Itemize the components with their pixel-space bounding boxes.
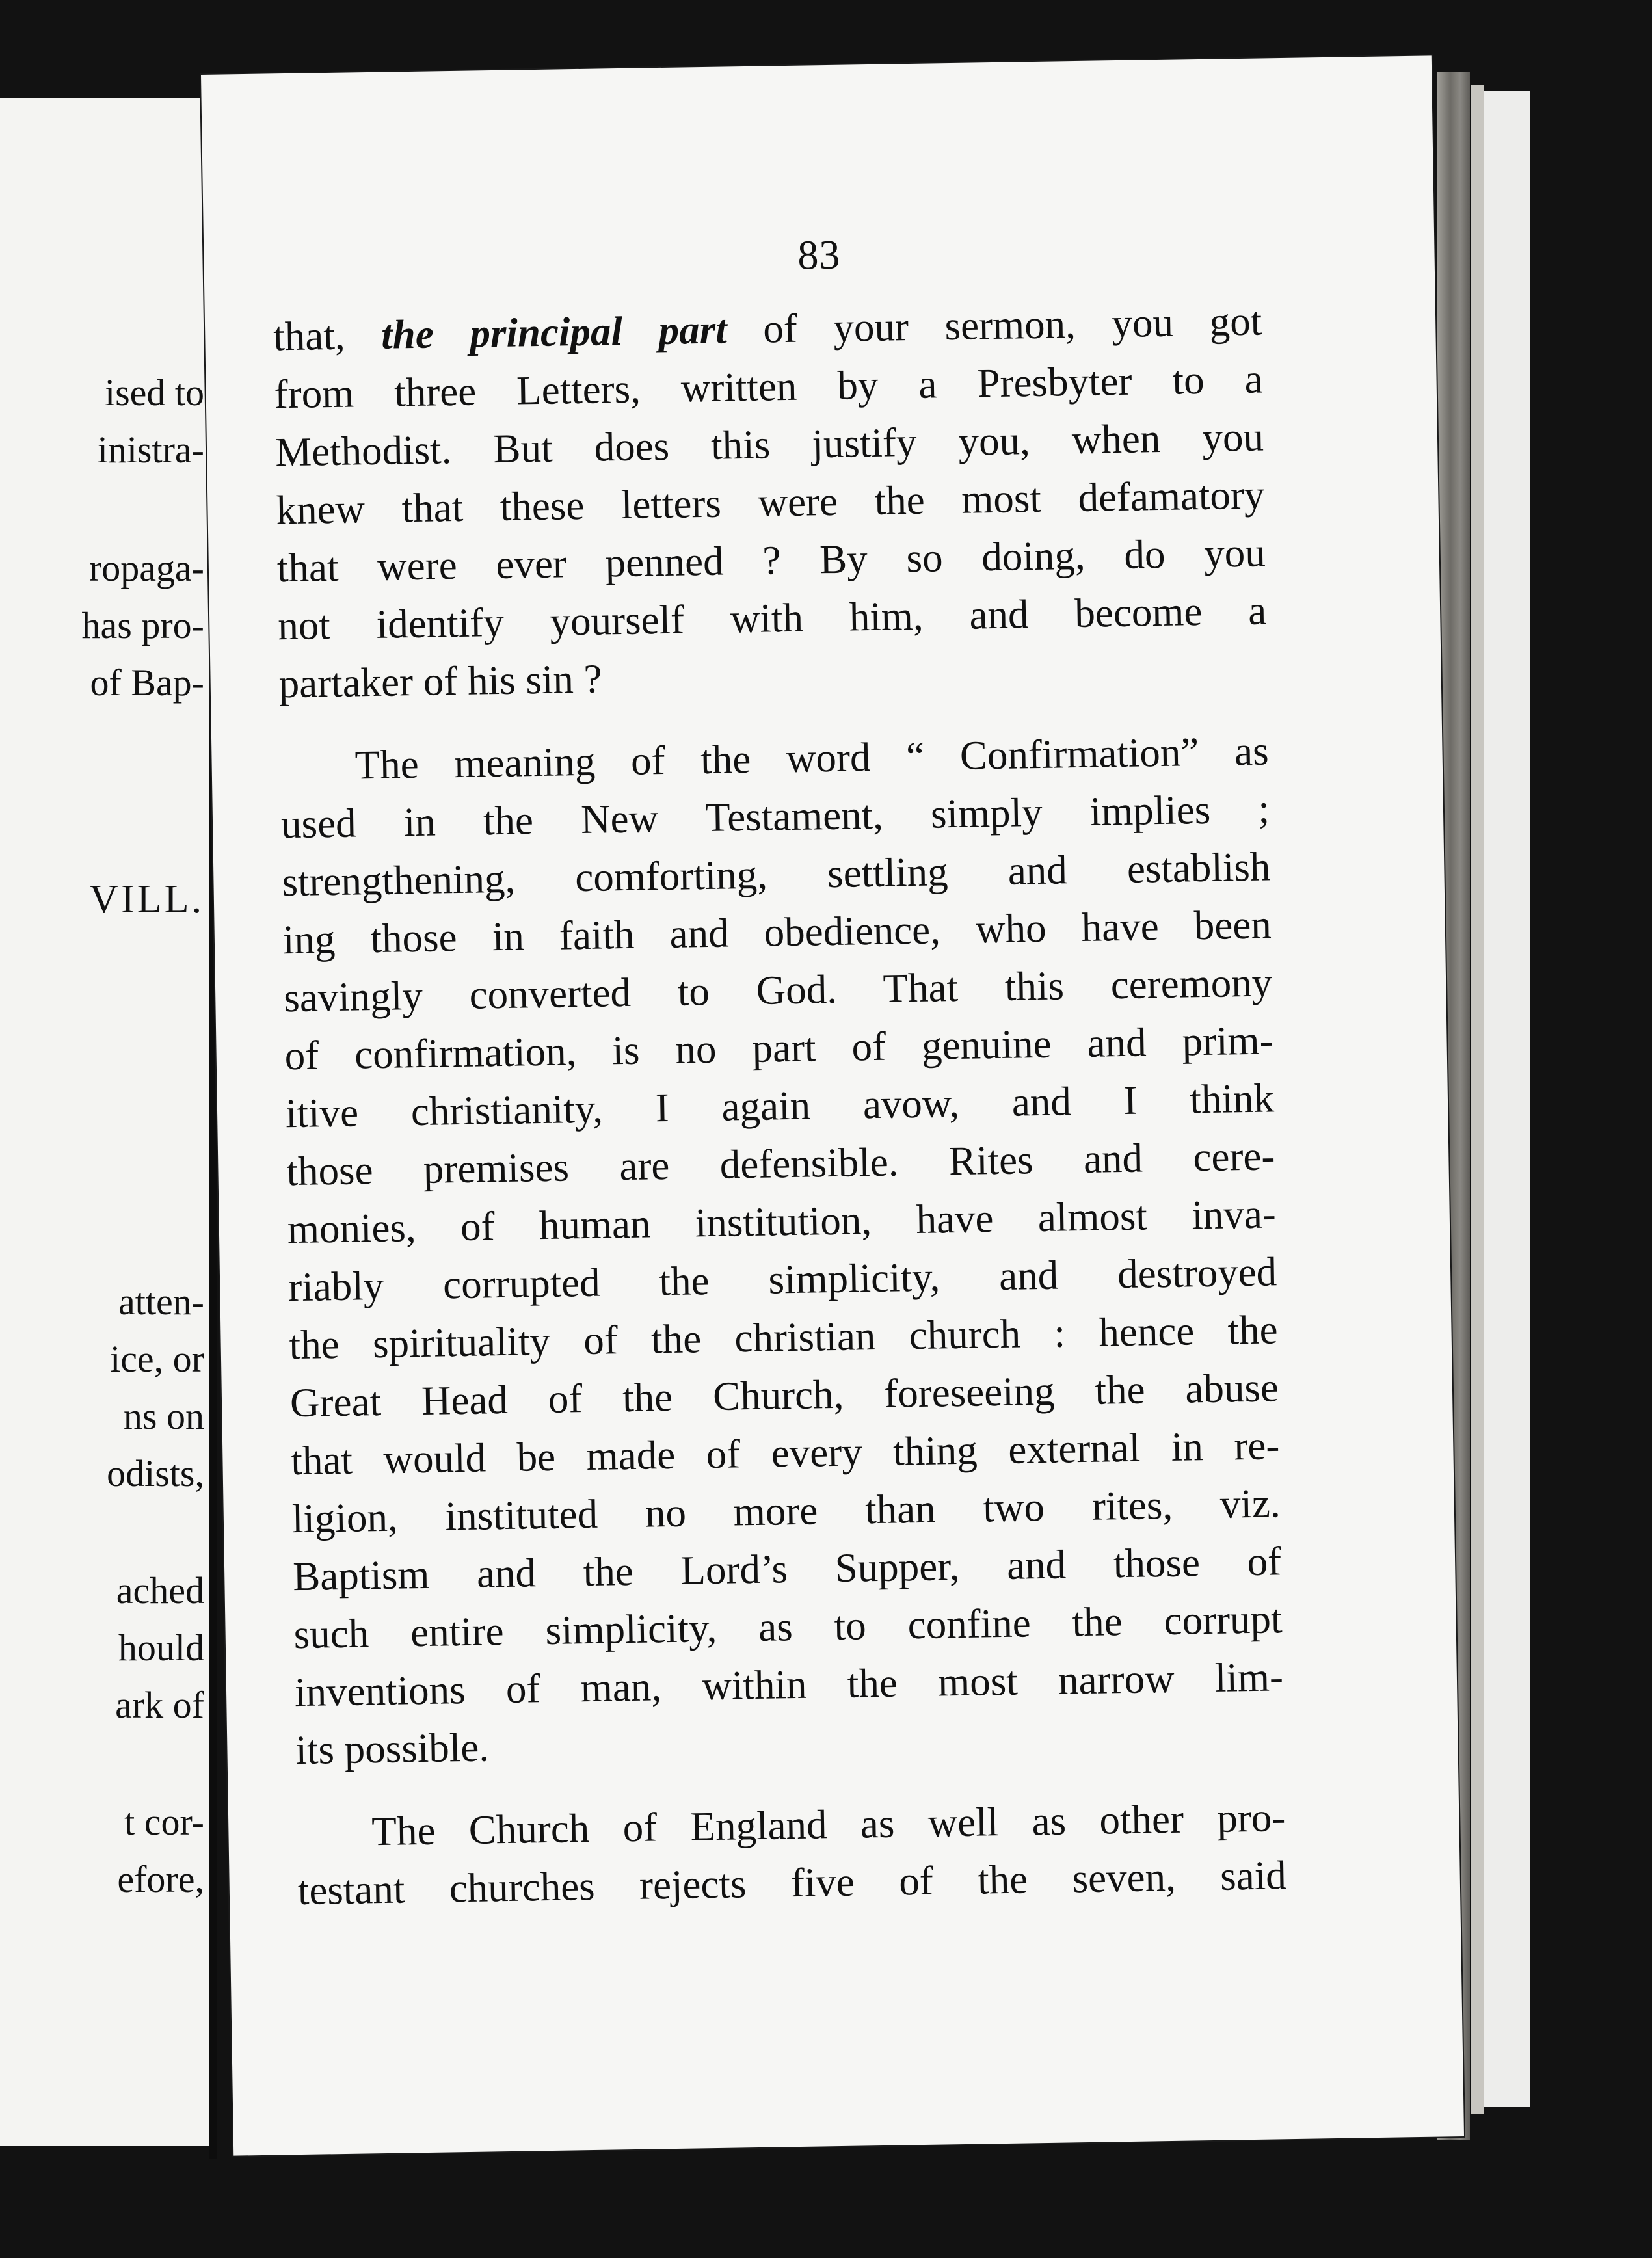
text-line: of confirmation, is no part of genuine and prim- (284, 1017, 1274, 1079)
left-line: t cor- (124, 1801, 204, 1843)
text-line: the spirituality of the christian church : hence the (289, 1307, 1279, 1368)
left-line: inistra- (97, 429, 204, 471)
text-line: used in the New Testament, simply implies ; (280, 786, 1270, 847)
left-line: of Bap- (90, 661, 204, 704)
text-line: not identify yourself with him, and become a (277, 587, 1267, 649)
text-line: itive christianity, I again avow, and I think (285, 1075, 1275, 1137)
page-body (273, 292, 1287, 1920)
text-line: ing those in faith and obedience, who have been (282, 901, 1272, 963)
text-line: inventions of man, within the most narrow lim- (294, 1654, 1284, 1716)
page-number: 83 (797, 231, 842, 278)
text-line: monies, of human institution, have almost inva- (287, 1191, 1277, 1253)
text-line: Baptism and the Lord’s Supper, and those of (292, 1538, 1282, 1600)
italic-emphasis: the principal part (380, 306, 728, 358)
text-line: testant churches rejects five of the seven, said (297, 1852, 1287, 1914)
left-line: odists, (107, 1452, 204, 1494)
text-line: knew that these letters were the most defamatory (275, 472, 1265, 533)
text-line: Methodist. But does this justify you, when you (274, 414, 1264, 475)
left-line: hould (118, 1627, 204, 1669)
text-run: that, (273, 312, 382, 360)
text-line: riably corrupted the simplicity, and destroyed (287, 1249, 1277, 1310)
text-line: that were ever penned ? By so doing, do you (276, 529, 1266, 591)
text-line: ligion, instituted no more than two rites, viz. (291, 1480, 1281, 1542)
text-line: partaker of his sin ? (278, 656, 603, 707)
text-line: that would be made of every thing external in re- (290, 1422, 1280, 1484)
left-heading: VILL. (89, 877, 204, 922)
text-line: savingly converted to God. That this ceremony (283, 959, 1273, 1021)
left-page-fragment (0, 98, 213, 2146)
page-edges-white (1484, 91, 1530, 2107)
left-line: ached (116, 1569, 204, 1612)
text-line: strengthening, comforting, settling and establish (281, 843, 1271, 905)
left-line: atten- (118, 1281, 204, 1323)
text-line: The Church of England as well as other pro- (371, 1794, 1286, 1855)
left-line: has pro- (81, 604, 204, 646)
text-line: its possible. (295, 1724, 490, 1773)
text-line: Great Head of the Church, foreseeing the abuse (289, 1364, 1279, 1426)
page-edges-light (1471, 85, 1484, 2114)
text-line: The meaning of the word “ Confirmation” as (354, 728, 1270, 788)
left-line: ark of (115, 1684, 204, 1726)
text-line: from three Letters, written by a Presbyter to a (274, 356, 1264, 418)
left-line: ns on (123, 1395, 204, 1437)
text-run: of your sermon, you got (726, 298, 1262, 352)
left-line: ice, or (110, 1338, 204, 1380)
left-line: ised to (104, 371, 204, 414)
left-line: ropaga- (88, 547, 204, 589)
text-line: such entire simplicity, as to confine the corrupt (293, 1596, 1283, 1658)
main-page (201, 55, 1464, 2155)
left-line: efore, (117, 1858, 204, 1900)
text-line: those premises are defensible. Rites and cere- (286, 1133, 1275, 1195)
